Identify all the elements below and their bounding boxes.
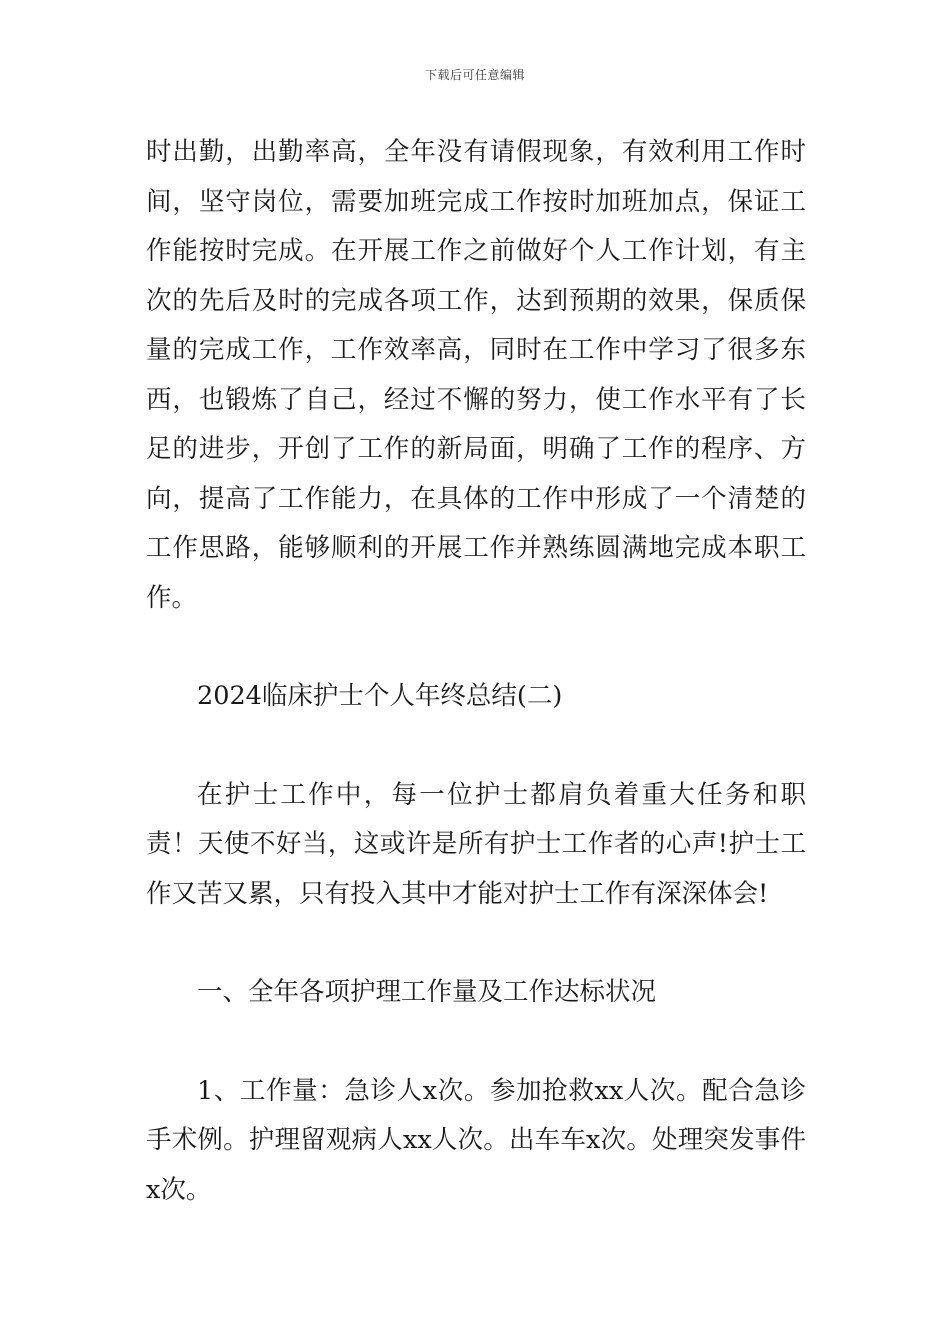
document-body <box>146 128 806 1215</box>
body-paragraph-continued: 时出勤，出勤率高，全年没有请假现象，有效利用工作时间，坚守岗位，需要加班完成工作按时加班加点，保证工作能按时完成。在开展工作之前做好个人工作计划，有主次的先后及时的完成各项工作，达到预期的效果，保质保量的完成工作，工作效率高，同时在工作中学习了很多东西，也锻炼了自己，经过不懈的努力，使工作水平有了长足的进步，开创了工作的新局面，明确了工作的程序、方向，提高了工作能力，在具体的工作中形成了一个清楚的工作思路，能够顺利的开展工作并熟练圆满地完成本职工作。 <box>146 137 806 613</box>
section-title: 2024临床护士个人年终总结(二) <box>197 681 563 711</box>
page-header-note: 下载后可任意编辑 <box>424 68 525 82</box>
body-paragraph-intro: 在护士工作中，每一位护士都肩负着重大任务和职责！天使不好当，这或许是所有护士工作者的心声!护士工作又苦又累，只有投入其中才能对护士工作有深深体会! <box>146 779 806 909</box>
section-heading: 一、全年各项护理工作量及工作达标状况 <box>197 977 657 1007</box>
body-paragraph-workload: 1、工作量：急诊人x次。参加抢救xx人次。配合急诊手术例。护理留观病人xx人次。出车车x次。处理突发事件x次。 <box>146 1075 806 1205</box>
